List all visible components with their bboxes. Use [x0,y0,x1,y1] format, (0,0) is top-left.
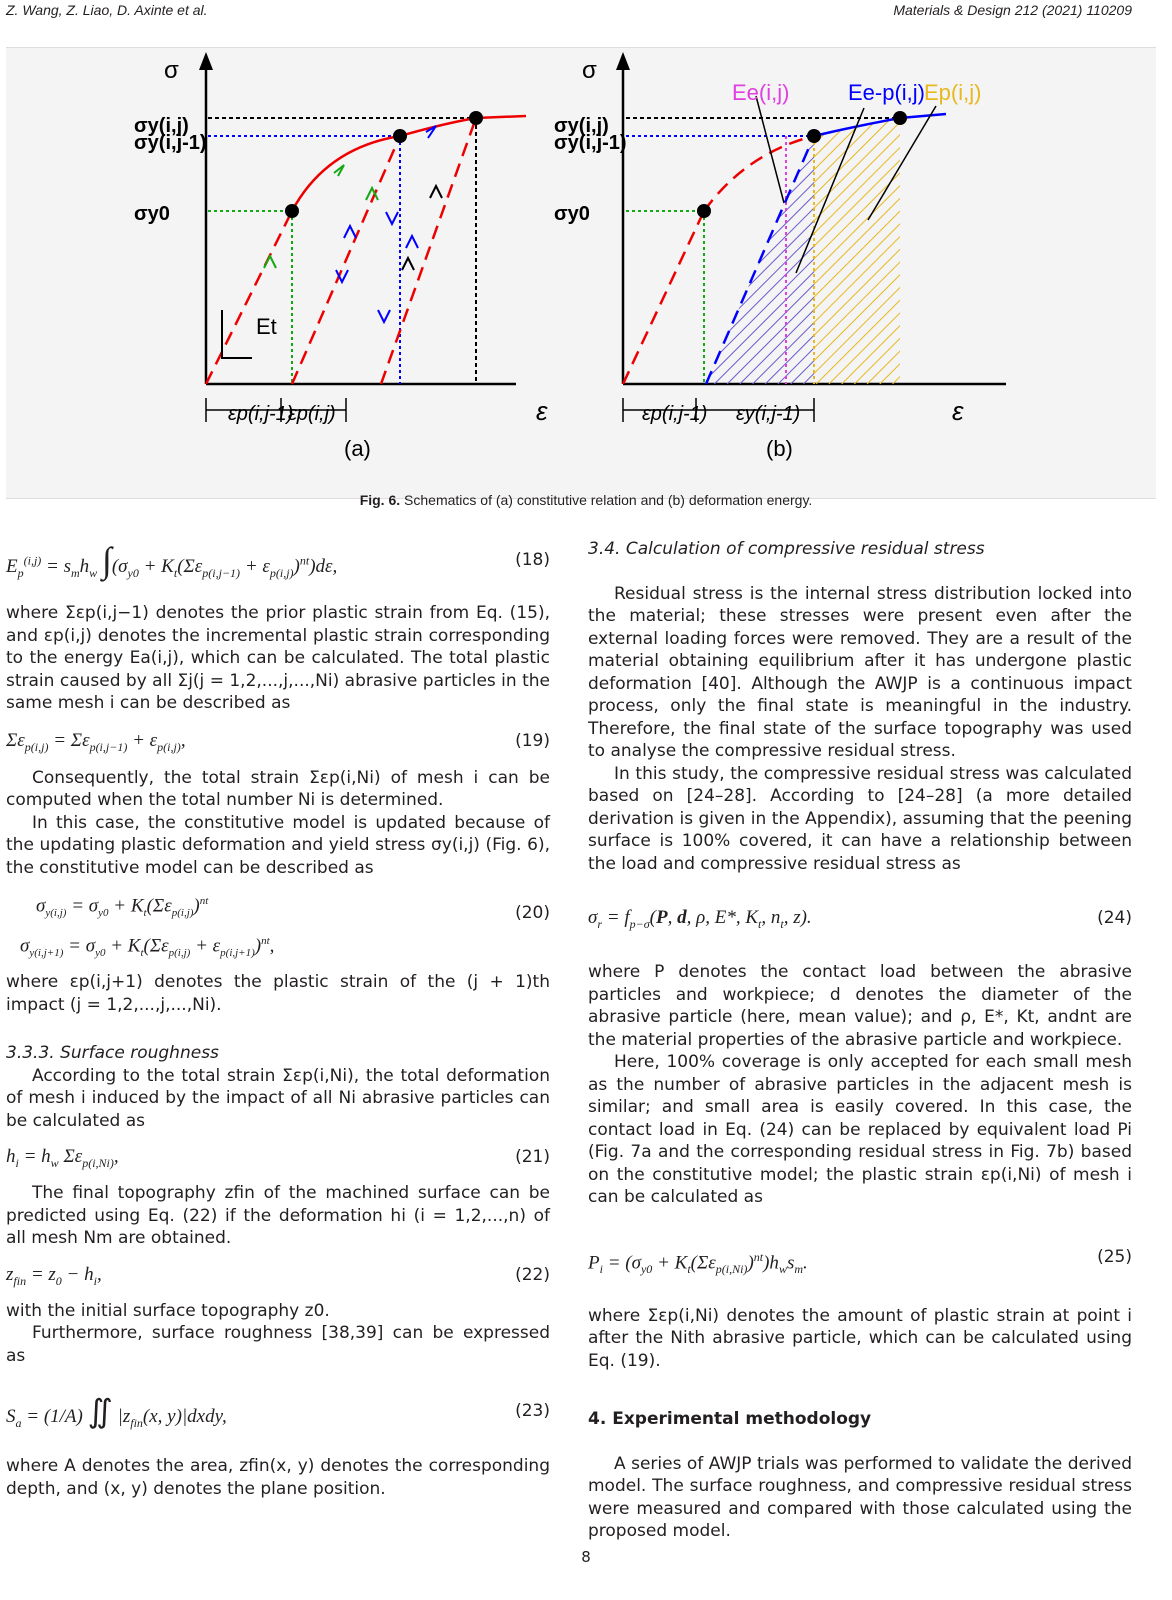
equation-20: $\sigma_{y(i,j)} = \sigma_{y0} + K_t(\Sigma\varepsilon_{p(i,j)})^{nt}$ $\sigma_{y(i,j+1)} = \sigma_{y0} + K_t(\Sigma\varepsilon_{p(i,j)} + \varepsilon_{p(i,j+1)})^{nt}$, (20) [20,895,550,960]
figure-caption-text: Schematics of (a) constitutive relation and (b) deformation energy. [404,492,813,508]
section-3-4-heading: 3.4. Calculation of compressive residual stress [588,539,985,559]
equation-23-number: (23) [515,1401,550,1421]
equation-24: $\sigma_r = f_{p-\sigma}(P$, d, ρ, E*, $K_t$, $n_t$, z). (24) [588,875,1132,961]
page-number: 8 [581,1548,591,1566]
et-label: Et [256,314,277,339]
equation-19-number: (19) [515,730,550,751]
equation-18: $E_p^{(i,j)} = s_mh_w$ $\int(\sigma_{y0} + K_t(\Sigma\varepsilon_{p(i,j-1)} + \varepsilon_{p(i,j)})^{nt})d\varepsilon$, (18) [6,530,550,602]
equation-23: $S_a = (1/A)$ ∬ $|z_{fin}(x$, y)|dxdy, (23) [6,1367,550,1455]
sigma-axis-label: σ [164,57,179,84]
equation-21-number: (21) [515,1147,550,1167]
left-paragraph-4: where εp(i,j+1) denotes the plastic strain of the (j + 1)th impact (j = 1,2,...,j,...,Ni). [6,972,550,1015]
sy-ij-label: σy(i,j) [134,115,189,137]
sy-ij1-label: σy(i,j-1) [554,132,627,154]
left-paragraph-7: with the initial surface topography z0. [6,1300,330,1321]
equation-19: $\Sigma\varepsilon_{p(i,j)} = \Sigma\varepsilon_{p(i,j-1)} + \varepsilon_{p(i,j)}$, (19) [6,715,550,767]
figure-caption-label: Fig. 6. [359,492,401,508]
epsilon-axis-label: ε [536,396,548,426]
left-paragraph-6: The final topography zfin of the machined surface can be predicted using Eq. (22) if the deformation hi (i = 1,2,...,n) of all mesh Nm are obtained. [6,1183,550,1248]
equation-25: $P_i = (\sigma_{y0} + K_t(\Sigma\varepsilon_{p(i,Ni)})^{nt})h_ws_m$. (25) [588,1209,1132,1305]
right-paragraph-1: Residual stress is the internal stress distribution locked into the material; these stresses were present even after the external loading forces were removed. They are a result of the material obtaining equilibrium after it has undergone plastic deformation [40]. Although the AWJP is a continuous impact process, only the final state is meaningful in the industry. Therefore, the final state of the surface topography was used to analyse the compressive residual stress. [588,583,1132,761]
sy0-label: σy0 [554,203,590,225]
right-paragraph-4: Here, 100% coverage is only accepted for each small mesh as the number of abrasive particles in the adjacent mesh is similar; and small area is easily covered. In this case, the contact load in Eq. (24) can be replaced by equivalent load Pi (Fig. 7a and the corresponding residual stress in Fig. 7b) based on the constitutive model; the plastic strain εp(i,Ni) of mesh i can be calculated as [588,1052,1132,1207]
ep-energy-label: Ep(i,j) [924,80,982,105]
running-header-journal: Materials & Design 212 (2021) 110209 [893,2,1132,18]
left-paragraph-1: where Σεp(i,j−1) denotes the prior plastic strain from Eq. (15), and εp(i,j) denotes the incremental plastic strain corresponding to the energy Ea(i,j), which can be calculated. The total plastic strain caused by all Σj(j = 1,2,...,j,...,Ni) abrasive particles in the same mesh i can be described as [6,603,550,713]
right-paragraph-3: where P denotes the contact load between the abrasive particles and workpiece; d denotes the diameter of the abrasive particle (here, mean value); and ρ, E*, Kt, andnt are the material properties of the abrasive particle and workpiece. [588,962,1132,1050]
sy-ij-label: σy(i,j) [554,115,609,137]
epsilon-axis-label: ε [952,396,964,426]
left-paragraph-8: Furthermore, surface roughness [38,39] can be expressed as [6,1323,550,1366]
sigma-axis-label: σ [582,57,597,84]
panel-b-label: (b) [766,436,793,461]
ep-ij1-label: εp(i,j-1) [228,403,294,425]
equation-18-number: (18) [515,550,550,570]
y-axis-arrow-icon [199,52,213,70]
section-3-3-3-heading: 3.3.3. Surface roughness [6,1043,219,1063]
y-axis-arrow-icon [616,52,630,70]
equation-22-number: (22) [515,1264,550,1285]
panel-a-label: (a) [344,436,371,461]
left-paragraph-3: In this case, the constitutive model is updated because of the updating plastic deformation and yield stress σy(i,j) (Fig. 6), the constitutive model can be described as [6,812,550,878]
figure-6-svg [6,48,1156,498]
left-paragraph-9: where A denotes the area, zfin(x, y) denotes the corresponding depth, and (x, y) denotes the plane position. [6,1456,550,1499]
equation-20-number: (20) [515,903,550,923]
running-header-authors: Z. Wang, Z. Liao, D. Axinte et al. [6,2,208,18]
right-paragraph-6: A series of AWJP trials was performed to validate the derived model. The surface roughness, and compressive residual stress were measured and compared with those calculated using the proposed model. [588,1453,1132,1541]
left-paragraph-2: Consequently, the total strain Σεp(i,Ni) of mesh i can be computed when the total number Ni is determined. [6,767,550,810]
sy0-label: σy0 [134,203,170,225]
right-column [588,538,1132,1543]
equation-22: $z_{fin} = z_0 - h_i$, (22) [6,1250,550,1300]
left-column [6,530,550,1500]
left-paragraph-5: According to the total strain Σεp(i,Ni), the total deformation of mesh i induced by the impact of all Ni abrasive particles can be calculated as [6,1065,550,1131]
equation-24-number: (24) [1097,908,1132,928]
equation-25-number: (25) [1097,1246,1132,1267]
eep-label: Ee-p(i,j) [848,80,926,105]
right-paragraph-5: where Σεp(i,Ni) denotes the amount of plastic strain at point i after the Nith abrasive particle, which can be calculated using Eq. (19). [588,1305,1132,1371]
section-4-heading: 4. Experimental methodology [588,1409,872,1429]
figure-caption [0,492,1172,508]
equation-21: $h_i = h_w$ $\Sigma\varepsilon_{p(i,Ni)}$, (21) [6,1132,550,1182]
panel-a [134,52,548,461]
ey-ij1-label: εy(i,j-1) [736,403,801,425]
panel-b [554,52,1006,461]
ep-ij1-label: εp(i,j-1) [642,403,708,425]
figure-6 [6,47,1156,499]
sy-ij1-label: σy(i,j-1) [134,132,207,154]
ee-label: Ee(i,j) [732,80,790,105]
ep-ij-label: εp(i,j) [288,403,336,425]
right-paragraph-2: In this study, the compressive residual stress was calculated based on [24–28]. According to [24–28] (a more detailed derivation is given in the Appendix), assuming that the peening surface is 100% covered, it can have a relationship between the load and compressive residual stress as [588,763,1132,874]
